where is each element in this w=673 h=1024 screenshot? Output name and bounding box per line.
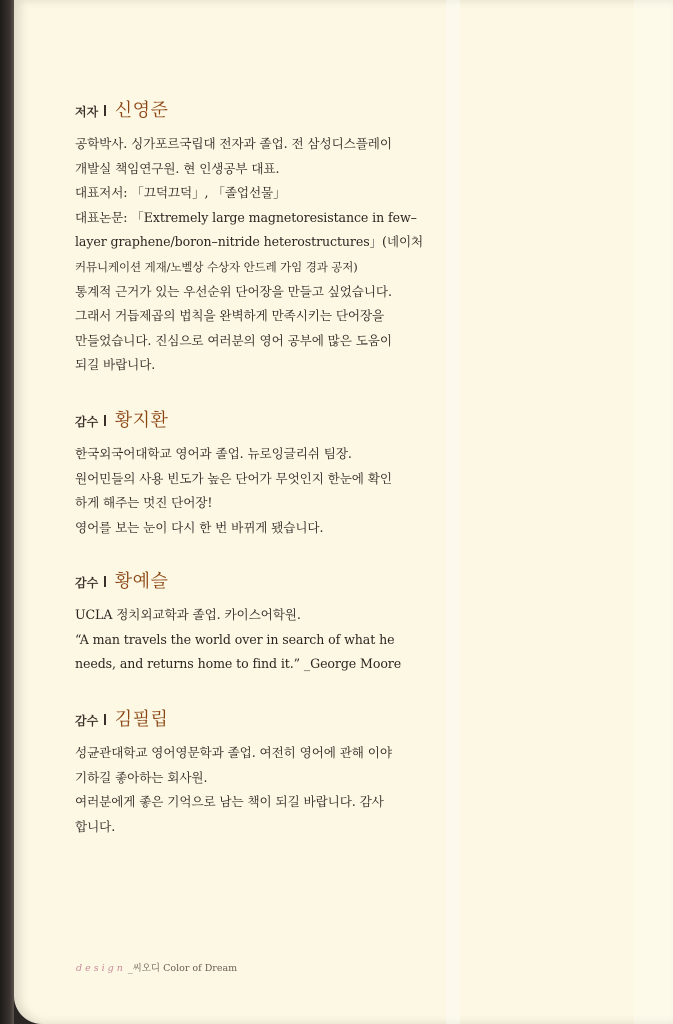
text-line: 성균관대학교 영어영문학과 졸업. 여전히 영어에 관해 이야 [75,745,392,760]
divider-bar [104,576,106,587]
person-name: 신영준 [114,100,169,121]
text-line: needs, and returns home to find it.” _George Moore [75,656,402,672]
reviewer-section [75,705,435,839]
text-line: 한국외국어대학교 영어과 졸업. 뉴로잉글리쉬 팀장. [75,446,352,461]
text-line: 원어민들의 사용 빈도가 높은 단어가 무엇인지 한눈에 확인 [75,470,392,486]
text-line: 기하길 좋아하는 회사원. [75,769,208,785]
reviewer-section [75,406,435,540]
text-line: 대표논문: 「Extremely large magnetoresistance in few– [75,209,417,225]
text-line: 하게 해주는 멋진 단어장! [75,495,213,511]
author-section [75,96,435,378]
role-label: 감수 [75,576,99,590]
divider-bar [104,105,106,116]
text-line: UCLA 정치외교학과 졸업. 카이스어학원. [75,607,301,622]
section-heading [75,406,435,432]
section-heading [75,96,435,122]
text-line: 대표저서: 「끄덕끄덕」, 「졸업선물」 [75,185,286,201]
text-line: 여러분에게 좋은 기억으로 남는 책이 되길 바랍니다. 감사 [75,794,384,810]
person-name: 황예슬 [114,571,169,592]
section-heading [75,705,435,731]
section-heading [75,567,435,593]
page-light-band [446,0,460,1024]
role-label: 감수 [75,415,99,429]
divider-bar [104,415,106,426]
person-name: 황지환 [114,410,169,431]
design-credit-text: _씨오디 Color of Dream [127,963,238,974]
text-line: 공학박사. 싱가포르국립대 전자과 졸업. 전 삼성디스플레이 [75,136,392,151]
design-credit [76,960,237,974]
role-label: 감수 [75,714,99,728]
text-line: 영어를 보는 눈이 다시 한 번 바뀌게 됐습니다. [75,519,324,535]
design-label: design [76,963,126,974]
role-label: 저자 [75,105,99,119]
divider-bar [104,714,106,725]
person-name: 김필립 [114,709,169,730]
reviewer-section [75,567,435,677]
page-binding-edge [0,0,14,1024]
text-line: 합니다. [75,818,116,834]
text-line: 개발실 책임연구원. 현 인생공부 대표. [75,160,280,176]
text-line: 커뮤니케이션 게재/노벨상 수상자 안드레 가임 경과 공저) [75,259,358,274]
text-line: 되길 바랍니다. [75,357,156,373]
text-line: 통계적 근거가 있는 우선순위 단어장을 만들고 싶었습니다. [75,283,392,299]
text-line: “A man travels the world over in search of what he [75,631,395,647]
text-line: 만들었습니다. 진심으로 여러분의 영어 공부에 많은 도움이 [75,332,392,348]
text-line: layer graphene/boron–nitride heterostructures」(네이처 [75,234,424,250]
text-line: 그래서 거듭제곱의 법칙을 완벽하게 만족시키는 단어장을 [75,308,385,324]
page-light-band-right [634,0,673,1024]
